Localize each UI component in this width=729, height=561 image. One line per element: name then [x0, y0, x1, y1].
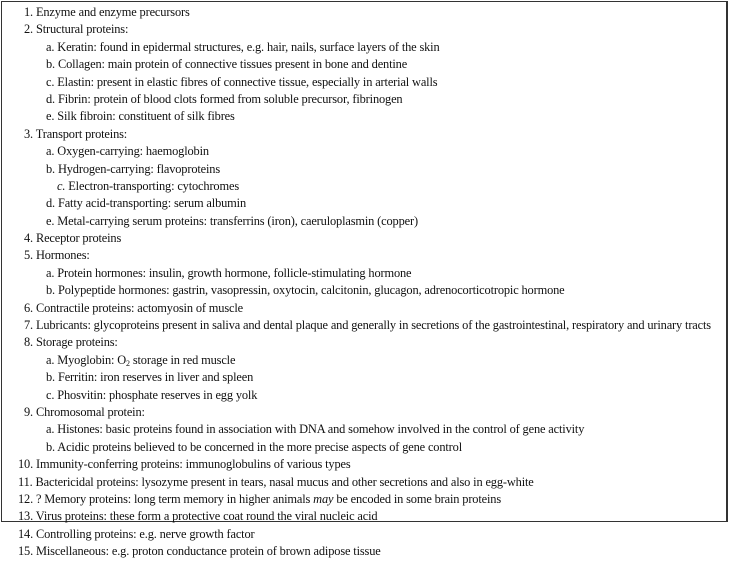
sub-list-item: [2, 369, 726, 386]
sub-list-item: [2, 282, 726, 299]
sub-item-letter: c.: [46, 74, 55, 89]
item-text: Hormones:: [35, 248, 90, 263]
sub-list-item: [2, 387, 726, 404]
sub-item-text: Ferritin: iron reserves in liver and spleen: [57, 370, 254, 385]
sub-item-text: Acidic proteins believed to be concerned in the more precise aspects of gene control: [57, 439, 462, 454]
sub-item-letter: c.: [57, 178, 66, 193]
item-text: Storage proteins:: [35, 335, 118, 350]
item-number: 15.: [18, 544, 34, 559]
item-text: Enzyme and enzyme precursors: [35, 5, 190, 19]
sub-item-text: Collagen: main protein of connective tissues present in bone and dentine: [57, 57, 408, 72]
sub-list-item: [2, 91, 726, 108]
item-text: Controlling proteins: e.g. nerve growth factor: [36, 526, 255, 541]
item-text: Bactericidal proteins: lysozyme present in tears, nasal mucus and other secretions and also in egg-white: [35, 474, 534, 489]
sub-list-item: [2, 56, 726, 73]
sub-item-text-before: Myoglobin: O: [57, 352, 127, 367]
list-item: [2, 334, 726, 351]
sub-item-text: Polypeptide hormones: gastrin, vasopressin, oxytocin, calcitonin, glucagon, adrenocorticotropic hormone: [57, 283, 565, 298]
item-number: 14.: [18, 526, 34, 541]
sub-item-text: Hydrogen-carrying: flavoproteins: [57, 161, 221, 176]
sub-list-item: [2, 195, 726, 212]
sub-item-letter: a.: [46, 144, 55, 159]
sub-list-item: [2, 265, 726, 282]
sub-item-letter: b.: [46, 370, 55, 385]
protein-functions-table: [1, 1, 728, 559]
sub-item-letter: a.: [46, 39, 55, 54]
item-text: Chromosomal protein:: [35, 404, 145, 419]
item-number: 10.: [18, 457, 34, 472]
list-item: [2, 21, 726, 38]
sub-item-letter: e.: [46, 213, 55, 228]
item-number: 4.: [24, 231, 33, 246]
emphasis-may: may: [313, 491, 334, 506]
list-item: [2, 491, 726, 508]
item-text: Immunity-conferring proteins: immunoglobulins of various types: [36, 457, 351, 472]
item-text: Transport proteins:: [35, 126, 128, 141]
item-number: 1.: [24, 5, 33, 19]
list-item: [2, 456, 726, 473]
item-number: 7.: [24, 318, 33, 333]
sub-list-item: [2, 108, 726, 125]
item-number: 11.: [18, 474, 33, 489]
list-item: [2, 508, 726, 525]
item-number: 13.: [18, 509, 34, 524]
item-number: 5.: [24, 248, 33, 263]
item-text-before: ? Memory proteins: long term memory in higher animals: [36, 491, 314, 506]
sub-item-text: Elastin: present in elastic fibres of connective tissue, especially in arterial walls: [57, 74, 438, 89]
sub-item-letter: a.: [46, 352, 55, 367]
list-item: [2, 230, 726, 247]
list-item: [2, 543, 726, 560]
list-item: [2, 526, 726, 543]
sub-item-text: Protein hormones: insulin, growth hormone, follicle-stimulating hormone: [57, 265, 412, 280]
item-number: 9.: [24, 404, 33, 419]
sub-item-letter: b.: [46, 57, 55, 72]
item-number: 8.: [24, 335, 33, 350]
sub-item-letter: c.: [46, 387, 55, 402]
list-item: [2, 317, 726, 334]
sub-item-letter: b.: [46, 439, 55, 454]
list-item: [2, 247, 726, 264]
item-number: 12.: [18, 491, 34, 506]
item-number: 2.: [24, 22, 33, 37]
sub-item-letter: e.: [46, 109, 55, 124]
sub-item-letter: b.: [46, 161, 55, 176]
list-item: [2, 300, 726, 317]
sub-item-text-after: storage in red muscle: [129, 352, 236, 367]
sub-item-letter: d.: [46, 91, 55, 106]
item-number: 3.: [24, 126, 33, 141]
item-text: Receptor proteins: [35, 231, 122, 246]
sub-list-item: [2, 352, 726, 369]
sub-item-text: Phosvitin: phosphate reserves in egg yolk: [57, 387, 258, 402]
sub-list-item: [2, 213, 726, 230]
item-text: Miscellaneous: e.g. proton conductance protein of brown adipose tissue: [36, 544, 381, 559]
sub-item-letter: a.: [46, 422, 55, 437]
sub-item-text: Oxygen-carrying: haemoglobin: [57, 144, 209, 159]
sub-item-text: Silk fibroin: constituent of silk fibres: [57, 109, 235, 124]
sub-item-letter: a.: [46, 265, 55, 280]
sub-item-text: Fatty acid-transporting: serum albumin: [57, 196, 246, 211]
item-text-after: be encoded in some brain proteins: [333, 491, 502, 506]
sub-item-text: Histones: basic proteins found in association with DNA and somehow involved in the control of gene activity: [57, 422, 585, 437]
sub-list-item: [2, 39, 726, 56]
sub-list-item: [2, 421, 726, 438]
sub-list-item: [2, 439, 726, 456]
sub-item-text: Fibrin: protein of blood clots formed from soluble precursor, fibrinogen: [57, 91, 403, 106]
sub-item-text: Electron-transporting: cytochromes: [68, 178, 239, 193]
list-item: [2, 404, 726, 421]
item-text: Structural proteins:: [35, 22, 129, 37]
sub-list-item: [2, 74, 726, 91]
item-text: Lubricants: glycoproteins present in saliva and dental plaque and generally in secretions of the gastrointestinal, respiratory and urinary tracts: [35, 318, 711, 333]
sub-list-item: [2, 161, 726, 178]
list-item: [2, 4, 726, 21]
sub-list-item: [2, 143, 726, 160]
sub-item-letter: d.: [46, 196, 55, 211]
sub-item-text: Metal-carrying serum proteins: transferrins (iron), caeruloplasmin (copper): [57, 213, 418, 228]
sub-item-letter: b.: [46, 283, 55, 298]
item-text: Contractile proteins: actomyosin of muscle: [35, 300, 243, 315]
sub-list-item: [2, 178, 726, 195]
subscript-two: 2: [126, 358, 130, 368]
list-item: [2, 126, 726, 143]
item-number: 6.: [24, 300, 33, 315]
sub-item-text: Keratin: found in epidermal structures, e.g. hair, nails, surface layers of the skin: [57, 39, 440, 54]
list-item: [2, 474, 726, 491]
protein-function-list: [2, 4, 726, 561]
item-text: Virus proteins: these form a protective coat round the viral nucleic acid: [35, 509, 378, 524]
